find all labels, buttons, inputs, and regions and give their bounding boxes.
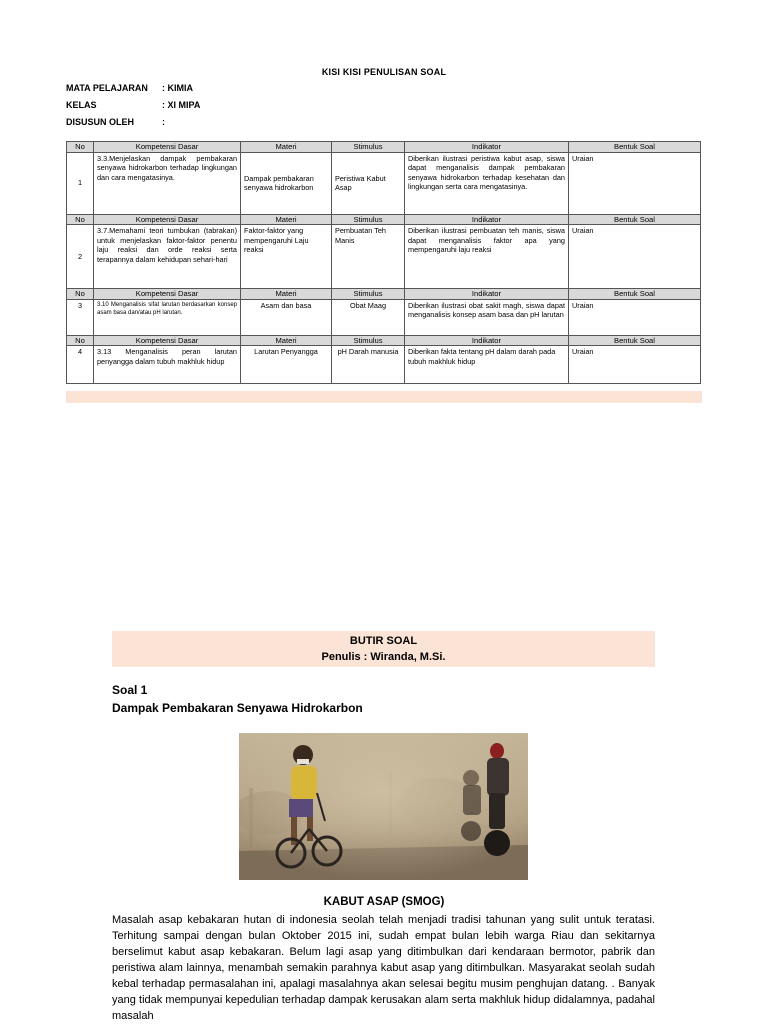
cell-indikator: Diberikan ilustrasi peristiwa kabut asap, siswa dapat menganalisis dampak pembakaran senyawa hidrokarbon terhadap kesehatan dan lingkungan serta cara mengatasinya. (405, 152, 569, 214)
cell-no: 4 (67, 346, 94, 384)
header-materi: Materi (241, 142, 332, 153)
table-header-row (67, 142, 701, 153)
cell-materi: Asam dan basa (241, 299, 332, 335)
header-materi: Materi (241, 214, 332, 225)
cell-stimulus: Peristiwa Kabut Asap (332, 152, 405, 214)
meta-value: : XI MIPA (162, 100, 201, 110)
meta-label: DISUSUN OLEH (66, 117, 135, 127)
article-title: KABUT ASAP (SMOG) (323, 896, 445, 908)
meta-value: : KIMIA (162, 83, 193, 93)
table-row (67, 152, 701, 214)
cell-bentuk: Uraian (569, 346, 701, 384)
cell-bentuk: Uraian (569, 152, 701, 214)
soal-title: Dampak Pembakaran Senyawa Hidrokarbon (112, 701, 363, 715)
cell-kd: 3.7.Memahami teori tumbukan (tabrakan) untuk menjelaskan faktor-faktor penentu laju reaksi dan orde reaksi serta terapannya dalam kehidupan sehari-hari (94, 225, 241, 289)
article-body: Masalah asap kebakaran hutan di indonesia seolah telah menjadi tradisi tahunan yang sulit untuk teratasi. Terhitung sampai dengan bulan Oktober 2015 ini, sudah empat bulan lebih warga Riau dan sekitarnya berselimut kabut asap kebakaran. Belum lagi asap yang ditimbulkan dari kendaraan bermotor, pabrik dan peristiwa alam lainnya, menambah semakin parahnya kabut asap yang ditimbulkan. Masyarakat seolah sudah kebal terhadap permasalahan ini, apalagi masalahnya akan selesai begitu musim penghujan datang. . Banyak yang tidak mempunyai kepedulian terhadap dampak kerusakan alam serta makhluk hidup didalamnya, padahal masalah (112, 914, 655, 1022)
cell-indikator: Diberikan ilustrasi pembuatan teh manis, siswa dapat menganalisis faktor apa yang mempengaruhi laju reaksi (405, 225, 569, 289)
table-row (67, 299, 701, 335)
header-indikator: Indikator (405, 214, 569, 225)
header-bentuk: Bentuk Soal (569, 142, 701, 153)
document-meta (66, 82, 200, 133)
table-row (67, 346, 701, 384)
smog-photo-illustration (239, 733, 528, 880)
cell-stimulus: pH Darah manusia (332, 346, 405, 384)
cell-no: 3 (67, 299, 94, 335)
cell-stimulus: Pembuatan Teh Manis (332, 225, 405, 289)
header-stimulus: Stimulus (332, 142, 405, 153)
header-bentuk: Bentuk Soal (569, 214, 701, 225)
header-stimulus: Stimulus (332, 289, 405, 300)
header-stimulus: Stimulus (332, 335, 405, 346)
header-stimulus: Stimulus (332, 214, 405, 225)
cell-kd: 3.3.Menjelaskan dampak pembakaran senyawa hidrokarbon terhadap lingkungan dan cara mengatasinya. (94, 152, 241, 214)
butir-author: Penulis : Wiranda, M.Si. (321, 651, 446, 663)
header-bentuk: Bentuk Soal (569, 289, 701, 300)
cell-no: 2 (67, 225, 94, 289)
table-header-row (67, 335, 701, 346)
meta-row-author (66, 116, 200, 133)
cell-bentuk: Uraian (569, 225, 701, 289)
cell-indikator: Diberikan fakta tentang pH dalam darah pada tubuh makhluk hidup (405, 346, 569, 384)
meta-value: : (162, 117, 165, 127)
soal-number: Soal 1 (112, 683, 148, 697)
smog-photo-icon (239, 733, 528, 880)
header-no: No (67, 289, 94, 300)
document-title: KISI KISI PENULISAN SOAL (321, 67, 447, 77)
kisi-table (66, 141, 701, 384)
table-header-row (67, 214, 701, 225)
table-header-row (67, 289, 701, 300)
butir-title: BUTIR SOAL (349, 635, 418, 647)
meta-label: KELAS (66, 100, 97, 110)
cell-kd: 3.13 Menganalisis peran larutan penyangga dalam tubuh makhluk hidup (94, 346, 241, 384)
cell-stimulus: Obat Maag (332, 299, 405, 335)
header-kd: Kompetensi Dasar (94, 142, 241, 153)
header-kd: Kompetensi Dasar (94, 289, 241, 300)
shaded-strip (66, 391, 702, 403)
cell-no: 1 (67, 152, 94, 214)
cell-indikator: Diberikan ilustrasi obat sakit magh, siswa dapat menganalisis konsep asam basa dan pH larutan (405, 299, 569, 335)
cell-materi: Larutan Penyangga (241, 346, 332, 384)
butir-soal-header (112, 631, 655, 667)
header-no: No (67, 335, 94, 346)
header-materi: Materi (241, 289, 332, 300)
header-no: No (67, 214, 94, 225)
header-kd: Kompetensi Dasar (94, 214, 241, 225)
cell-materi: Dampak pembakaran senyawa hidrokarbon (241, 152, 332, 214)
cell-kd: 3.10 Menganalisis sifat larutan berdasarkan konsep asam basa dan/atau pH larutan. (94, 299, 241, 335)
table-row (67, 225, 701, 289)
meta-row-subject (66, 82, 200, 99)
cell-materi: Faktor-faktor yang mempengaruhi Laju reaksi (241, 225, 332, 289)
meta-row-class (66, 99, 200, 116)
cell-bentuk: Uraian (569, 299, 701, 335)
header-kd: Kompetensi Dasar (94, 335, 241, 346)
meta-label: MATA PELAJARAN (66, 83, 148, 93)
header-no: No (67, 142, 94, 153)
header-bentuk: Bentuk Soal (569, 335, 701, 346)
header-indikator: Indikator (405, 335, 569, 346)
header-materi: Materi (241, 335, 332, 346)
header-indikator: Indikator (405, 289, 569, 300)
header-indikator: Indikator (405, 142, 569, 153)
